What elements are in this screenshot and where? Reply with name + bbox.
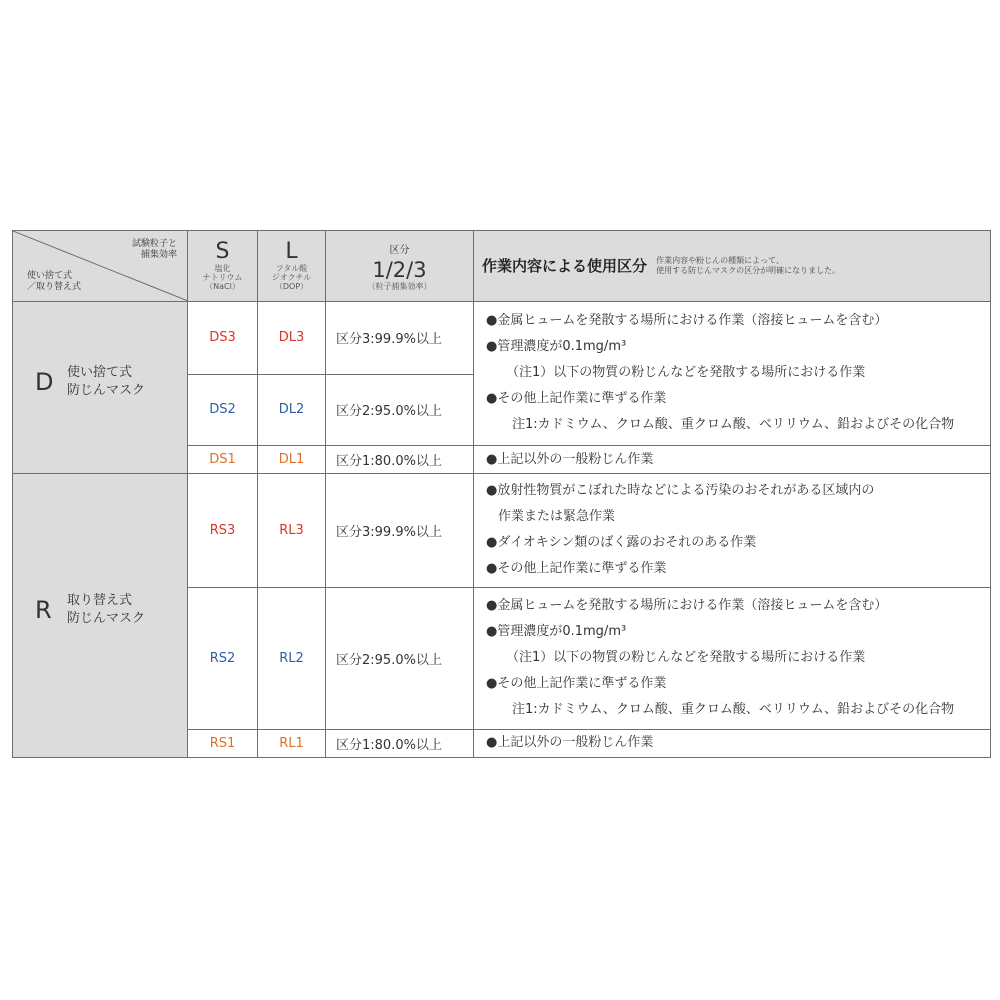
- kubun-ds1: 区分1:80.0%以上: [326, 445, 474, 473]
- code-rs1: RS1: [188, 729, 258, 757]
- s-sub-1: 塩化: [214, 264, 231, 274]
- code-ds3: DS3: [188, 301, 258, 374]
- code-rl2: RL2: [258, 587, 326, 729]
- header-l-cell: [258, 231, 326, 302]
- kubun-rs3: 区分3:99.9%以上: [326, 474, 474, 588]
- header-row: [13, 231, 991, 302]
- work-line: 作業または緊急作業: [498, 509, 616, 525]
- l-sub-3: （DOP）: [274, 282, 309, 292]
- kubun-rs1: 区分1:80.0%以上: [326, 729, 474, 757]
- corner-bottom-label: [27, 271, 81, 293]
- works-d-3-2: [474, 301, 991, 445]
- class-d-name-line-2: 防じんマスク: [67, 382, 146, 398]
- work-line: 注1:カドミウム、クロム酸、重クロム酸、ベリリウム、鉛およびその化合物: [512, 417, 955, 433]
- kubun-rs2: 区分2:95.0%以上: [326, 587, 474, 729]
- work-line: （注1）以下の物質の粉じんなどを発散する場所における作業: [506, 365, 866, 381]
- work-line: ●金属ヒュームを発散する場所における作業（溶接ヒュームを含む）: [486, 598, 888, 614]
- class-d-cell: [13, 301, 188, 473]
- l-sub-1: フタル酸: [275, 264, 308, 274]
- code-rl1: RL1: [258, 729, 326, 757]
- class-r-name-line-1: 取り替え式: [67, 593, 133, 609]
- work-line: ●金属ヒュームを発散する場所における作業（溶接ヒュームを含む）: [486, 313, 888, 329]
- corner-bottom-line-2: ／取り替え式: [27, 281, 82, 292]
- class-d-name-line-1: 使い捨て式: [67, 364, 133, 380]
- work-line: （注1）以下の物質の粉じんなどを発散する場所における作業: [506, 650, 866, 666]
- works-r-1: [474, 729, 991, 757]
- corner-top-line-1: 試験粒子と: [131, 239, 177, 249]
- work-line: ●管理濃度が0.1mg/m³: [486, 624, 627, 640]
- header-work-cell: [474, 231, 991, 302]
- work-line: ●上記以外の一般粉じん作業: [486, 451, 654, 467]
- code-dl3: DL3: [258, 301, 326, 374]
- code-rl3: RL3: [258, 474, 326, 588]
- work-line: 注1:カドミウム、クロム酸、重クロム酸、ベリリウム、鉛およびその化合物: [512, 702, 955, 718]
- class-r-name-line-2: 防じんマスク: [67, 611, 146, 627]
- code-dl2: DL2: [258, 374, 326, 445]
- table-row: [13, 301, 991, 374]
- header-s-cell: [188, 231, 258, 302]
- work-line: ●管理濃度が0.1mg/m³: [486, 339, 627, 355]
- class-r-cell: [13, 474, 188, 758]
- s-sub-2: ナトリウム: [202, 273, 243, 283]
- code-rs2: RS2: [188, 587, 258, 729]
- work-line: ●その他上記作業に準ずる作業: [486, 391, 667, 407]
- work-title: 作業内容による使用区分: [482, 257, 648, 276]
- works-d-1: [474, 445, 991, 473]
- corner-top-label: [132, 239, 177, 261]
- work-line: ●その他上記作業に準ずる作業: [486, 561, 667, 577]
- kubun-label: 区分: [389, 244, 410, 256]
- work-note: [656, 256, 840, 276]
- kubun-ds3: 区分3:99.9%以上: [326, 301, 474, 374]
- table-row: [13, 474, 991, 588]
- works-r-2: [474, 587, 991, 729]
- corner-top-line-2: 捕集効率: [140, 250, 177, 260]
- code-ds1: DS1: [188, 445, 258, 473]
- code-ds2: DS2: [188, 374, 258, 445]
- works-r-3: [474, 474, 991, 588]
- mask-classification-table: [12, 230, 991, 758]
- l-sub-2: ジオクチル: [271, 273, 312, 283]
- header-corner-cell: [13, 231, 188, 302]
- s-letter: S: [215, 239, 230, 265]
- corner-bottom-line-1: 使い捨て式: [27, 270, 73, 281]
- class-r-letter: R: [35, 596, 52, 625]
- work-note-line-1: 作業内容や粉じんの種類によって、: [656, 255, 784, 265]
- work-line: ●放射性物質がこぼれた時などによる汚染のおそれがある区域内の: [486, 483, 875, 499]
- class-d-name: [67, 364, 145, 400]
- s-sub-3: （NaCl）: [205, 282, 240, 292]
- work-line: ●上記以外の一般粉じん作業: [486, 735, 654, 751]
- class-d-letter: D: [35, 367, 54, 396]
- kubun-sub: （粒子捕集効率）: [367, 281, 432, 291]
- code-dl1: DL1: [258, 445, 326, 473]
- kubun-ds2: 区分2:95.0%以上: [326, 374, 474, 445]
- work-line: ●ダイオキシン類のばく露のおそれのある作業: [486, 535, 757, 551]
- code-rs3: RS3: [188, 474, 258, 588]
- header-kubun-cell: [326, 231, 474, 302]
- l-letter: L: [285, 239, 298, 265]
- kubun-numbers: 1/2/3: [372, 257, 427, 282]
- work-note-line-2: 使用する防じんマスクの区分が明確になりました。: [656, 265, 841, 275]
- work-line: ●その他上記作業に準ずる作業: [486, 676, 667, 692]
- class-r-name: [67, 592, 145, 628]
